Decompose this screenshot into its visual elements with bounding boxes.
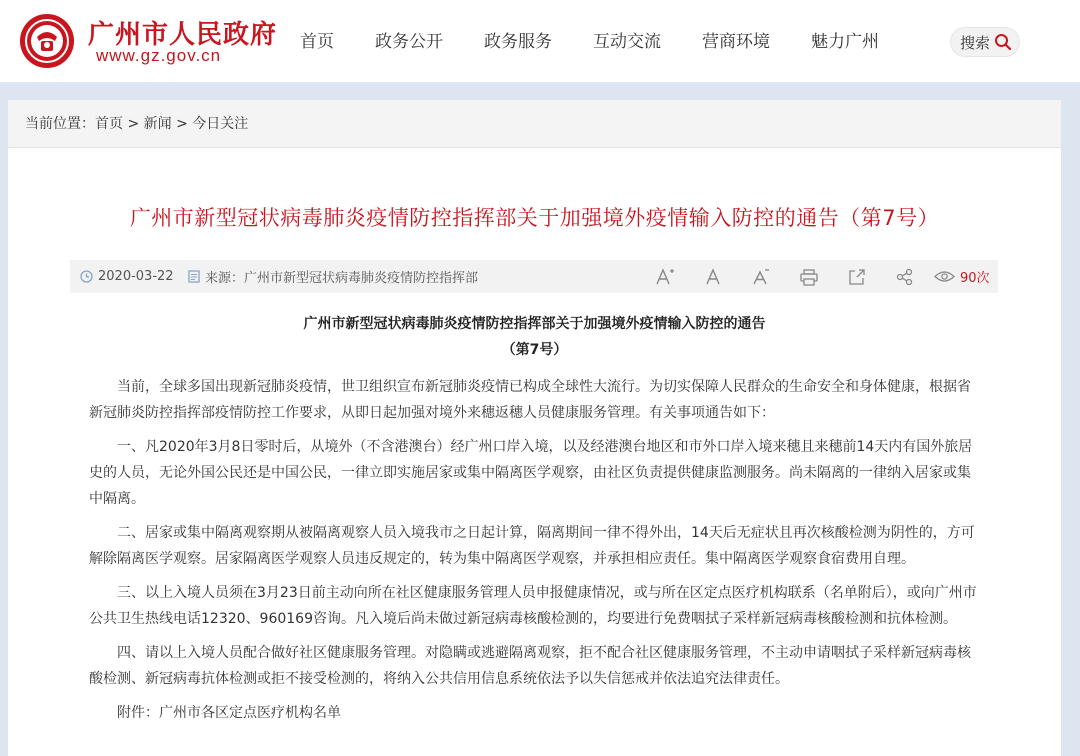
view-count (934, 260, 990, 293)
nav-item-interaction[interactable]: 互动交流 (593, 32, 661, 52)
font-normal-icon (705, 268, 721, 286)
font-decrease-button[interactable] (748, 264, 774, 290)
search-label: 搜索 (960, 33, 991, 52)
social-share-icon (896, 268, 914, 286)
article-card (8, 100, 1061, 756)
publish-date-text: 2020-03-22 (98, 269, 174, 284)
breadcrumb-item-home[interactable]: 首页 (95, 116, 123, 132)
document-icon (188, 270, 200, 283)
print-button[interactable] (796, 264, 822, 290)
document-number: （第7号） (501, 342, 568, 358)
nav-item-gov-affairs-open[interactable]: 政务公开 (375, 32, 443, 52)
breadcrumb-item-news[interactable]: 新闻 (143, 116, 172, 132)
font-increase-button[interactable] (652, 264, 678, 290)
font-increase-icon (655, 268, 675, 286)
main-nav (300, 28, 920, 56)
publish-date (80, 260, 174, 293)
breadcrumb-separator: > (171, 116, 193, 132)
source-text: 广州市新型冠状病毒肺炎疫情防控指挥部 (244, 271, 479, 286)
breadcrumb-item-today-focus[interactable]: 今日关注 (192, 116, 249, 132)
font-normal-button[interactable] (700, 264, 726, 290)
share-icon (848, 268, 866, 286)
nav-item-home[interactable]: 首页 (300, 32, 334, 52)
attachment-link[interactable]: 附件：广州市各区定点医疗机构名单 (117, 705, 341, 721)
article-paragraph: 二、居家或集中隔离观察期从被隔离观察人员入境我市之日起计算，隔离期间一律不得外出，14天后无症状且再次核酸检测为阴性的，方可解除隔离医学观察。居家隔离医学观察人员违反规定的，转为集中隔离医学观察，并承担相应责任。集中隔离医学观察食宿费用自理。 (89, 525, 975, 567)
source-label: 来源： (205, 271, 245, 286)
breadcrumb-separator: > (123, 116, 144, 132)
site-url[interactable]: www.gz.gov.cn (96, 46, 222, 65)
font-decrease-icon (752, 268, 770, 286)
nav-item-gov-services[interactable]: 政务服务 (484, 32, 552, 52)
article-paragraph: 四、请以上入境人员配合做好社区健康服务管理。对隐瞒或逃避隔离观察，拒不配合社区健康服务管理，不主动申请咽拭子采样新冠病毒核酸检测、新冠病毒抗体检测或拒不接受检测的，将纳入公共信用信息系统依法予以失信惩戒并依法追究法律责任。 (89, 645, 971, 687)
eye-icon (934, 270, 955, 283)
view-count-text: 90次 (960, 271, 990, 286)
search-button[interactable] (950, 27, 1020, 57)
share-button[interactable] (844, 264, 870, 290)
emblem-icon[interactable] (20, 14, 74, 68)
search-icon (994, 33, 1012, 51)
site-header (0, 0, 1080, 82)
document-title: 广州市新型冠状病毒肺炎疫情防控指挥部关于加强境外疫情输入防控的通告 (303, 316, 766, 332)
breadcrumb-prefix: 当前位置： (25, 116, 95, 132)
page-title: 广州市新型冠状病毒肺炎疫情防控指挥部关于加强境外疫情输入防控的通告（第7号） (129, 206, 940, 230)
article-source (188, 260, 478, 293)
print-icon (800, 269, 818, 286)
breadcrumb (8, 100, 1061, 148)
article-paragraph: 当前，全球多国出现新冠肺炎疫情，世卫组织宣布新冠肺炎疫情已构成全球性大流行。为切实保障人民群众的生命安全和身体健康，根据省新冠肺炎防控指挥部疫情防控工作要求，从即日起加强对境外来穗返穗人员健康服务管理。有关事项通告如下： (89, 379, 971, 421)
article-meta-bar (70, 260, 998, 293)
site-title[interactable]: 广州市人民政府 (88, 20, 278, 50)
nav-item-charm-guangzhou[interactable]: 魅力广州 (811, 32, 879, 52)
clock-icon (80, 270, 93, 283)
article-body (89, 374, 983, 734)
article-paragraph: 三、以上入境人员须在3月23日前主动向所在社区健康服务管理人员申报健康情况，或与所在区定点医疗机构联系（名单附后），或向广州市公共卫生热线电话12320、960169咨询。凡入境后尚未做过新冠病毒核酸检测的，均要进行免费咽拭子采样新冠病毒核酸检测和抗体检测。 (89, 585, 977, 627)
social-share-button[interactable] (892, 264, 918, 290)
nav-item-business-environment[interactable]: 营商环境 (702, 32, 770, 52)
article-paragraph: 一、凡2020年3月8日零时后，从境外（不含港澳台）经广州口岸入境，以及经港澳台地区和市外口岸入境来穗且来穗前14天内有国外旅居史的人员，无论外国公民还是中国公民，一律立即实施居家或集中隔离医学观察，由社区负责提供健康监测服务。尚未隔离的一律纳入居家或集中隔离。 (89, 439, 973, 507)
